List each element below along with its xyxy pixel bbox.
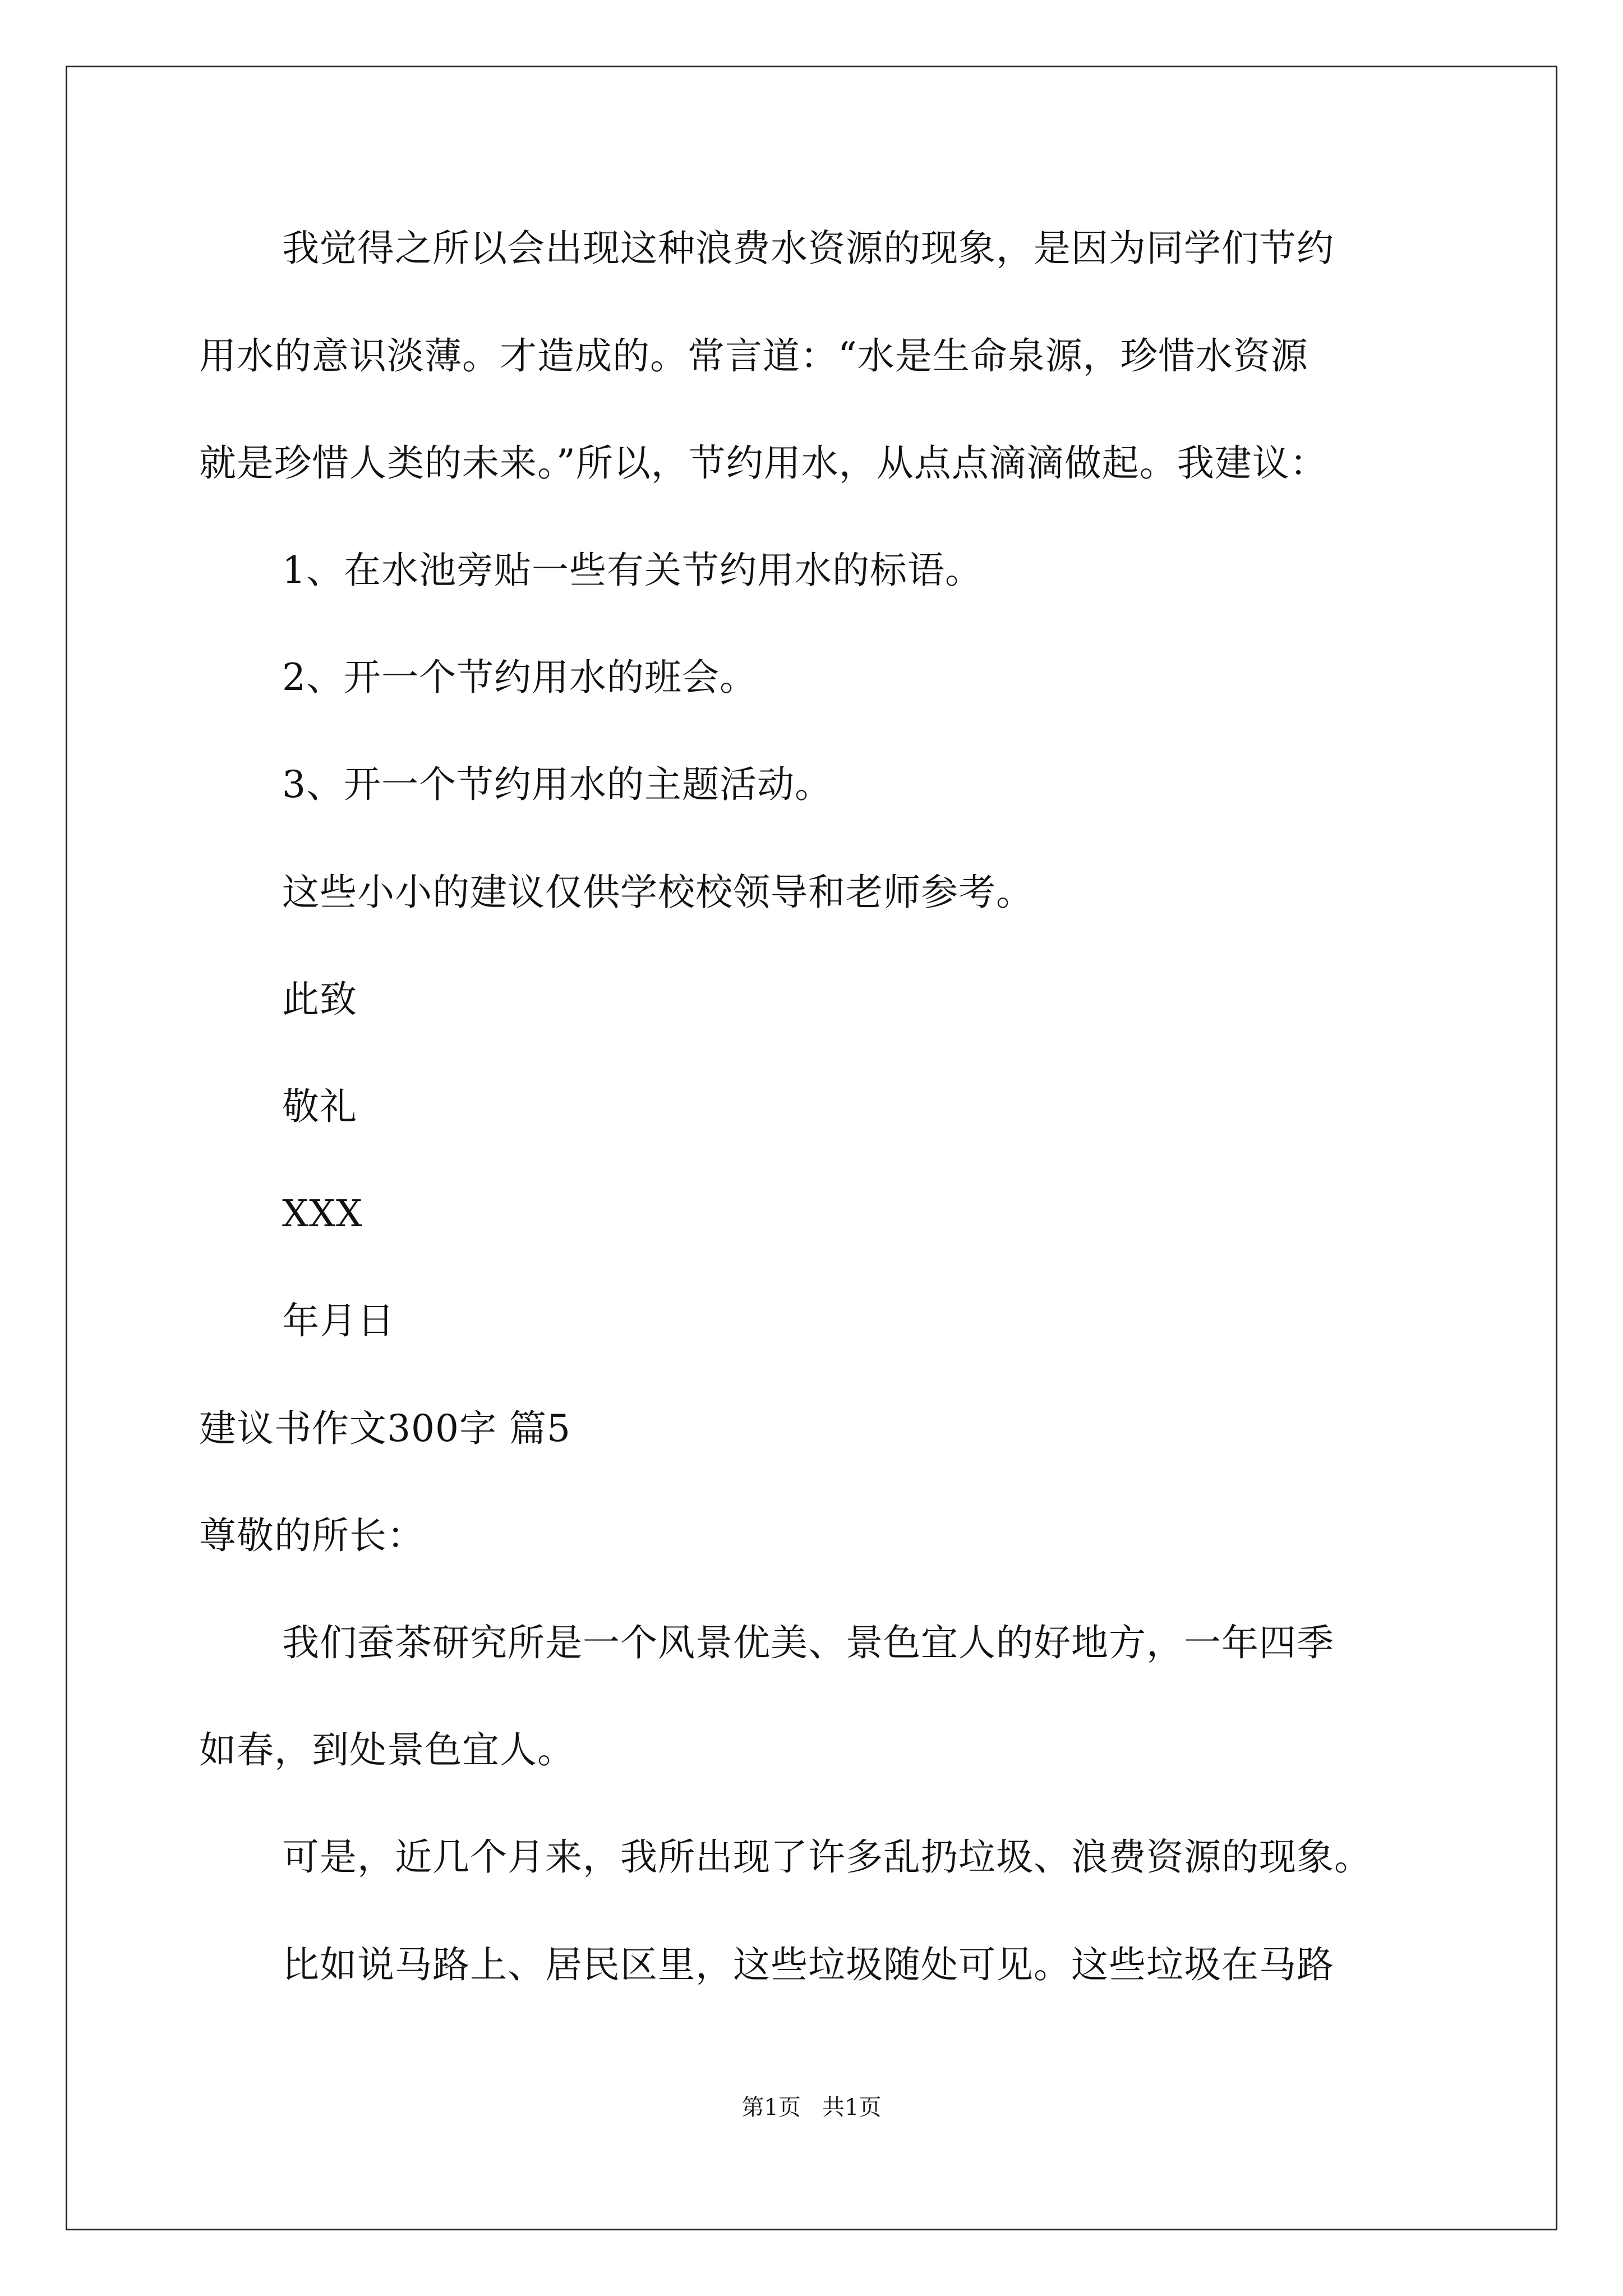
- date-line: 年月日: [282, 1299, 395, 1342]
- signature-line: XXX: [282, 1192, 363, 1235]
- closing-line: 敬礼: [282, 1085, 357, 1128]
- paragraph-line: 我们蚕茶研究所是一个风景优美、景色宜人的好地方，一年四季: [282, 1621, 1334, 1664]
- list-item: 1、在水池旁贴一些有关节约用水的标语。: [282, 549, 983, 592]
- salutation-line: 尊敬的所长：: [199, 1514, 425, 1557]
- list-item: 2、开一个节约用水的班会。: [282, 656, 757, 699]
- section-title: 建议书作文300字 篇5: [199, 1407, 571, 1450]
- page-border: [66, 66, 1557, 2230]
- paragraph-line: 比如说马路上、居民区里，这些垃圾随处可见。这些垃圾在马路: [282, 1943, 1334, 1986]
- page-number-footer: 第1页 共1页: [741, 2095, 882, 2120]
- paragraph-line: 用水的意识淡薄。才造成的。常言道：“水是生命泉源，珍惜水资源: [199, 334, 1308, 378]
- paragraph-line: 如春，到处景色宜人。: [199, 1728, 575, 1772]
- paragraph-line: 可是，近几个月来，我所出现了许多乱扔垃圾、浪费资源的现象。: [282, 1835, 1372, 1879]
- paragraph-line: 就是珍惜人类的未来。”所以，节约用水，从点点滴滴做起。我建议：: [199, 441, 1327, 485]
- paragraph-line: 我觉得之所以会出现这种浪费水资源的现象，是因为同学们节约: [282, 227, 1334, 270]
- list-item: 3、开一个节约用水的主题活动。: [282, 763, 832, 806]
- paragraph-line: 这些小小的建议仅供学校校领导和老师参考。: [282, 871, 1034, 914]
- closing-line: 此致: [282, 978, 357, 1021]
